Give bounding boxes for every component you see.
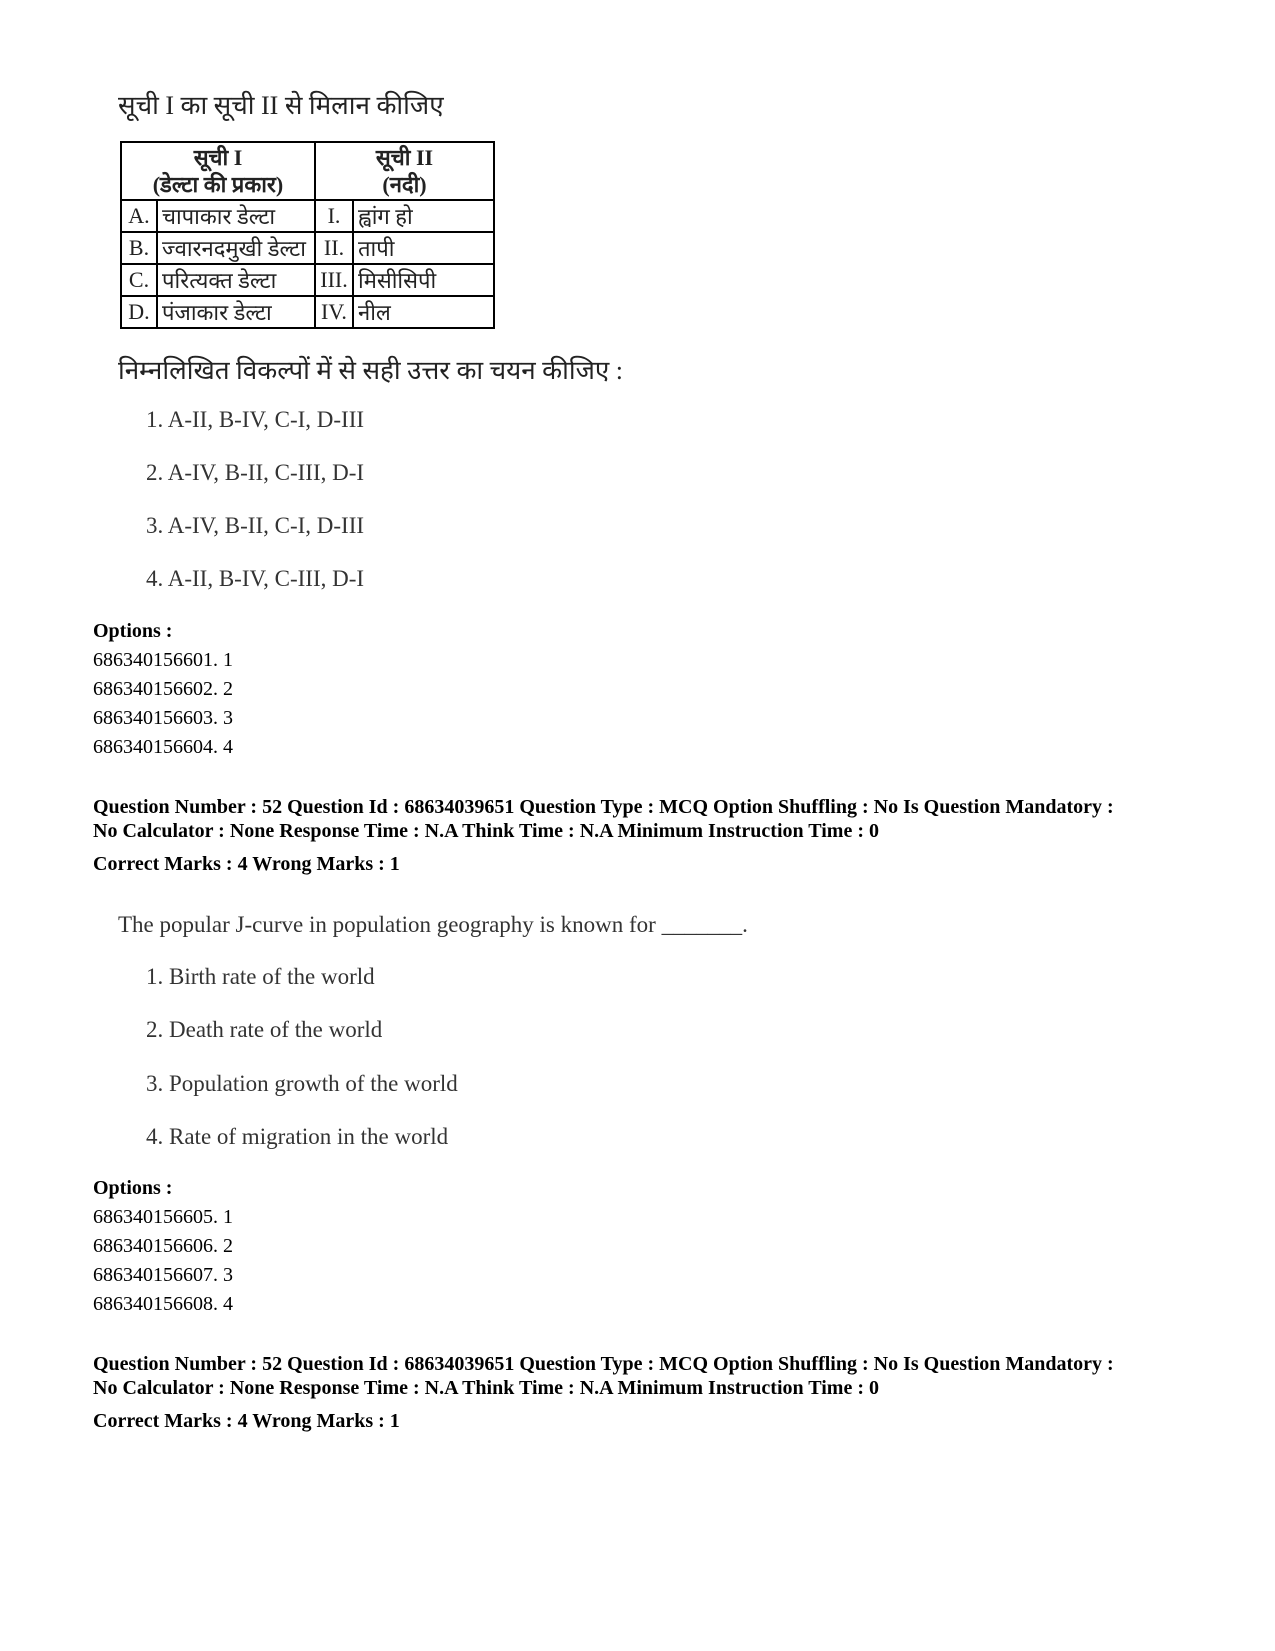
list-one-subtitle: (डेल्टा की प्रकार) — [152, 172, 284, 197]
option-item: 686340156602. 2 — [93, 678, 233, 700]
list-one-title: सूची I — [193, 145, 243, 170]
table-row — [121, 200, 494, 232]
option-item: 686340156605. 1 — [93, 1206, 233, 1228]
table-row — [121, 296, 494, 328]
question-marks: Correct Marks : 4 Wrong Marks : 1 — [93, 1410, 400, 1432]
options-label: Options : — [93, 620, 173, 642]
row-value-a: चापाकार डेल्टा — [157, 200, 315, 232]
table-header-row — [121, 142, 494, 200]
match-table — [120, 141, 495, 329]
question-meta-line1: Question Number : 52 Question Id : 68634039651 Question Type : MCQ Option Shuffling : No Is Question Mandatory : — [93, 796, 1114, 818]
choice-2: 2. Death rate of the world — [146, 1017, 383, 1042]
row-key-b: B. — [121, 232, 157, 264]
choice-4: 4. A-II, B-IV, C-III, D-I — [146, 566, 365, 591]
list-two-subtitle: (नदी) — [382, 172, 427, 197]
row-key-iii: III. — [315, 264, 353, 296]
options-label: Options : — [93, 1177, 173, 1199]
option-item: 686340156607. 3 — [93, 1264, 233, 1286]
list-two-header — [315, 142, 494, 200]
row-key-iv: IV. — [315, 296, 353, 328]
row-key-i: I. — [315, 200, 353, 232]
choice-4: 4. Rate of migration in the world — [146, 1124, 449, 1149]
question-meta — [93, 795, 1213, 843]
row-key-a: A. — [121, 200, 157, 232]
question-meta-line1: Question Number : 52 Question Id : 68634039651 Question Type : MCQ Option Shuffling : No Is Question Mandatory : — [93, 1353, 1114, 1375]
choice-1: 1. Birth rate of the world — [146, 964, 375, 989]
row-value-c: परित्यक्त डेल्टा — [157, 264, 315, 296]
option-item: 686340156604. 4 — [93, 736, 233, 758]
table-row — [121, 232, 494, 264]
question-instruction: निम्नलिखित विकल्पों में से सही उत्तर का चयन कीजिए : — [118, 356, 623, 385]
table-row — [121, 264, 494, 296]
row-value-iv: नील — [353, 296, 494, 328]
question-meta-line2: No Calculator : None Response Time : N.A Think Time : N.A Minimum Instruction Time : 0 — [93, 820, 879, 842]
option-item: 686340156608. 4 — [93, 1293, 233, 1315]
option-item: 686340156606. 2 — [93, 1235, 233, 1257]
list-one-header — [121, 142, 315, 200]
row-value-ii: तापी — [353, 232, 494, 264]
question-meta-line2: No Calculator : None Response Time : N.A Think Time : N.A Minimum Instruction Time : 0 — [93, 1377, 879, 1399]
row-key-ii: II. — [315, 232, 353, 264]
choice-1: 1. A-II, B-IV, C-I, D-III — [146, 407, 365, 432]
row-value-i: ह्वांग हो — [353, 200, 494, 232]
option-item: 686340156601. 1 — [93, 649, 233, 671]
choice-3: 3. Population growth of the world — [146, 1071, 458, 1096]
option-item: 686340156603. 3 — [93, 707, 233, 729]
row-value-iii: मिसीसिपी — [353, 264, 494, 296]
question-text: The popular J-curve in population geography is known for _______. — [118, 912, 748, 937]
choice-3: 3. A-IV, B-II, C-I, D-III — [146, 513, 365, 538]
list-two-title: सूची II — [375, 145, 434, 170]
row-key-d: D. — [121, 296, 157, 328]
question-title: सूची I का सूची II से मिलान कीजिए — [118, 91, 444, 120]
row-key-c: C. — [121, 264, 157, 296]
row-value-d: पंजाकार डेल्टा — [157, 296, 315, 328]
question-meta — [93, 1352, 1213, 1400]
choice-2: 2. A-IV, B-II, C-III, D-I — [146, 460, 365, 485]
question-marks: Correct Marks : 4 Wrong Marks : 1 — [93, 853, 400, 875]
row-value-b: ज्वारनदमुखी डेल्टा — [157, 232, 315, 264]
